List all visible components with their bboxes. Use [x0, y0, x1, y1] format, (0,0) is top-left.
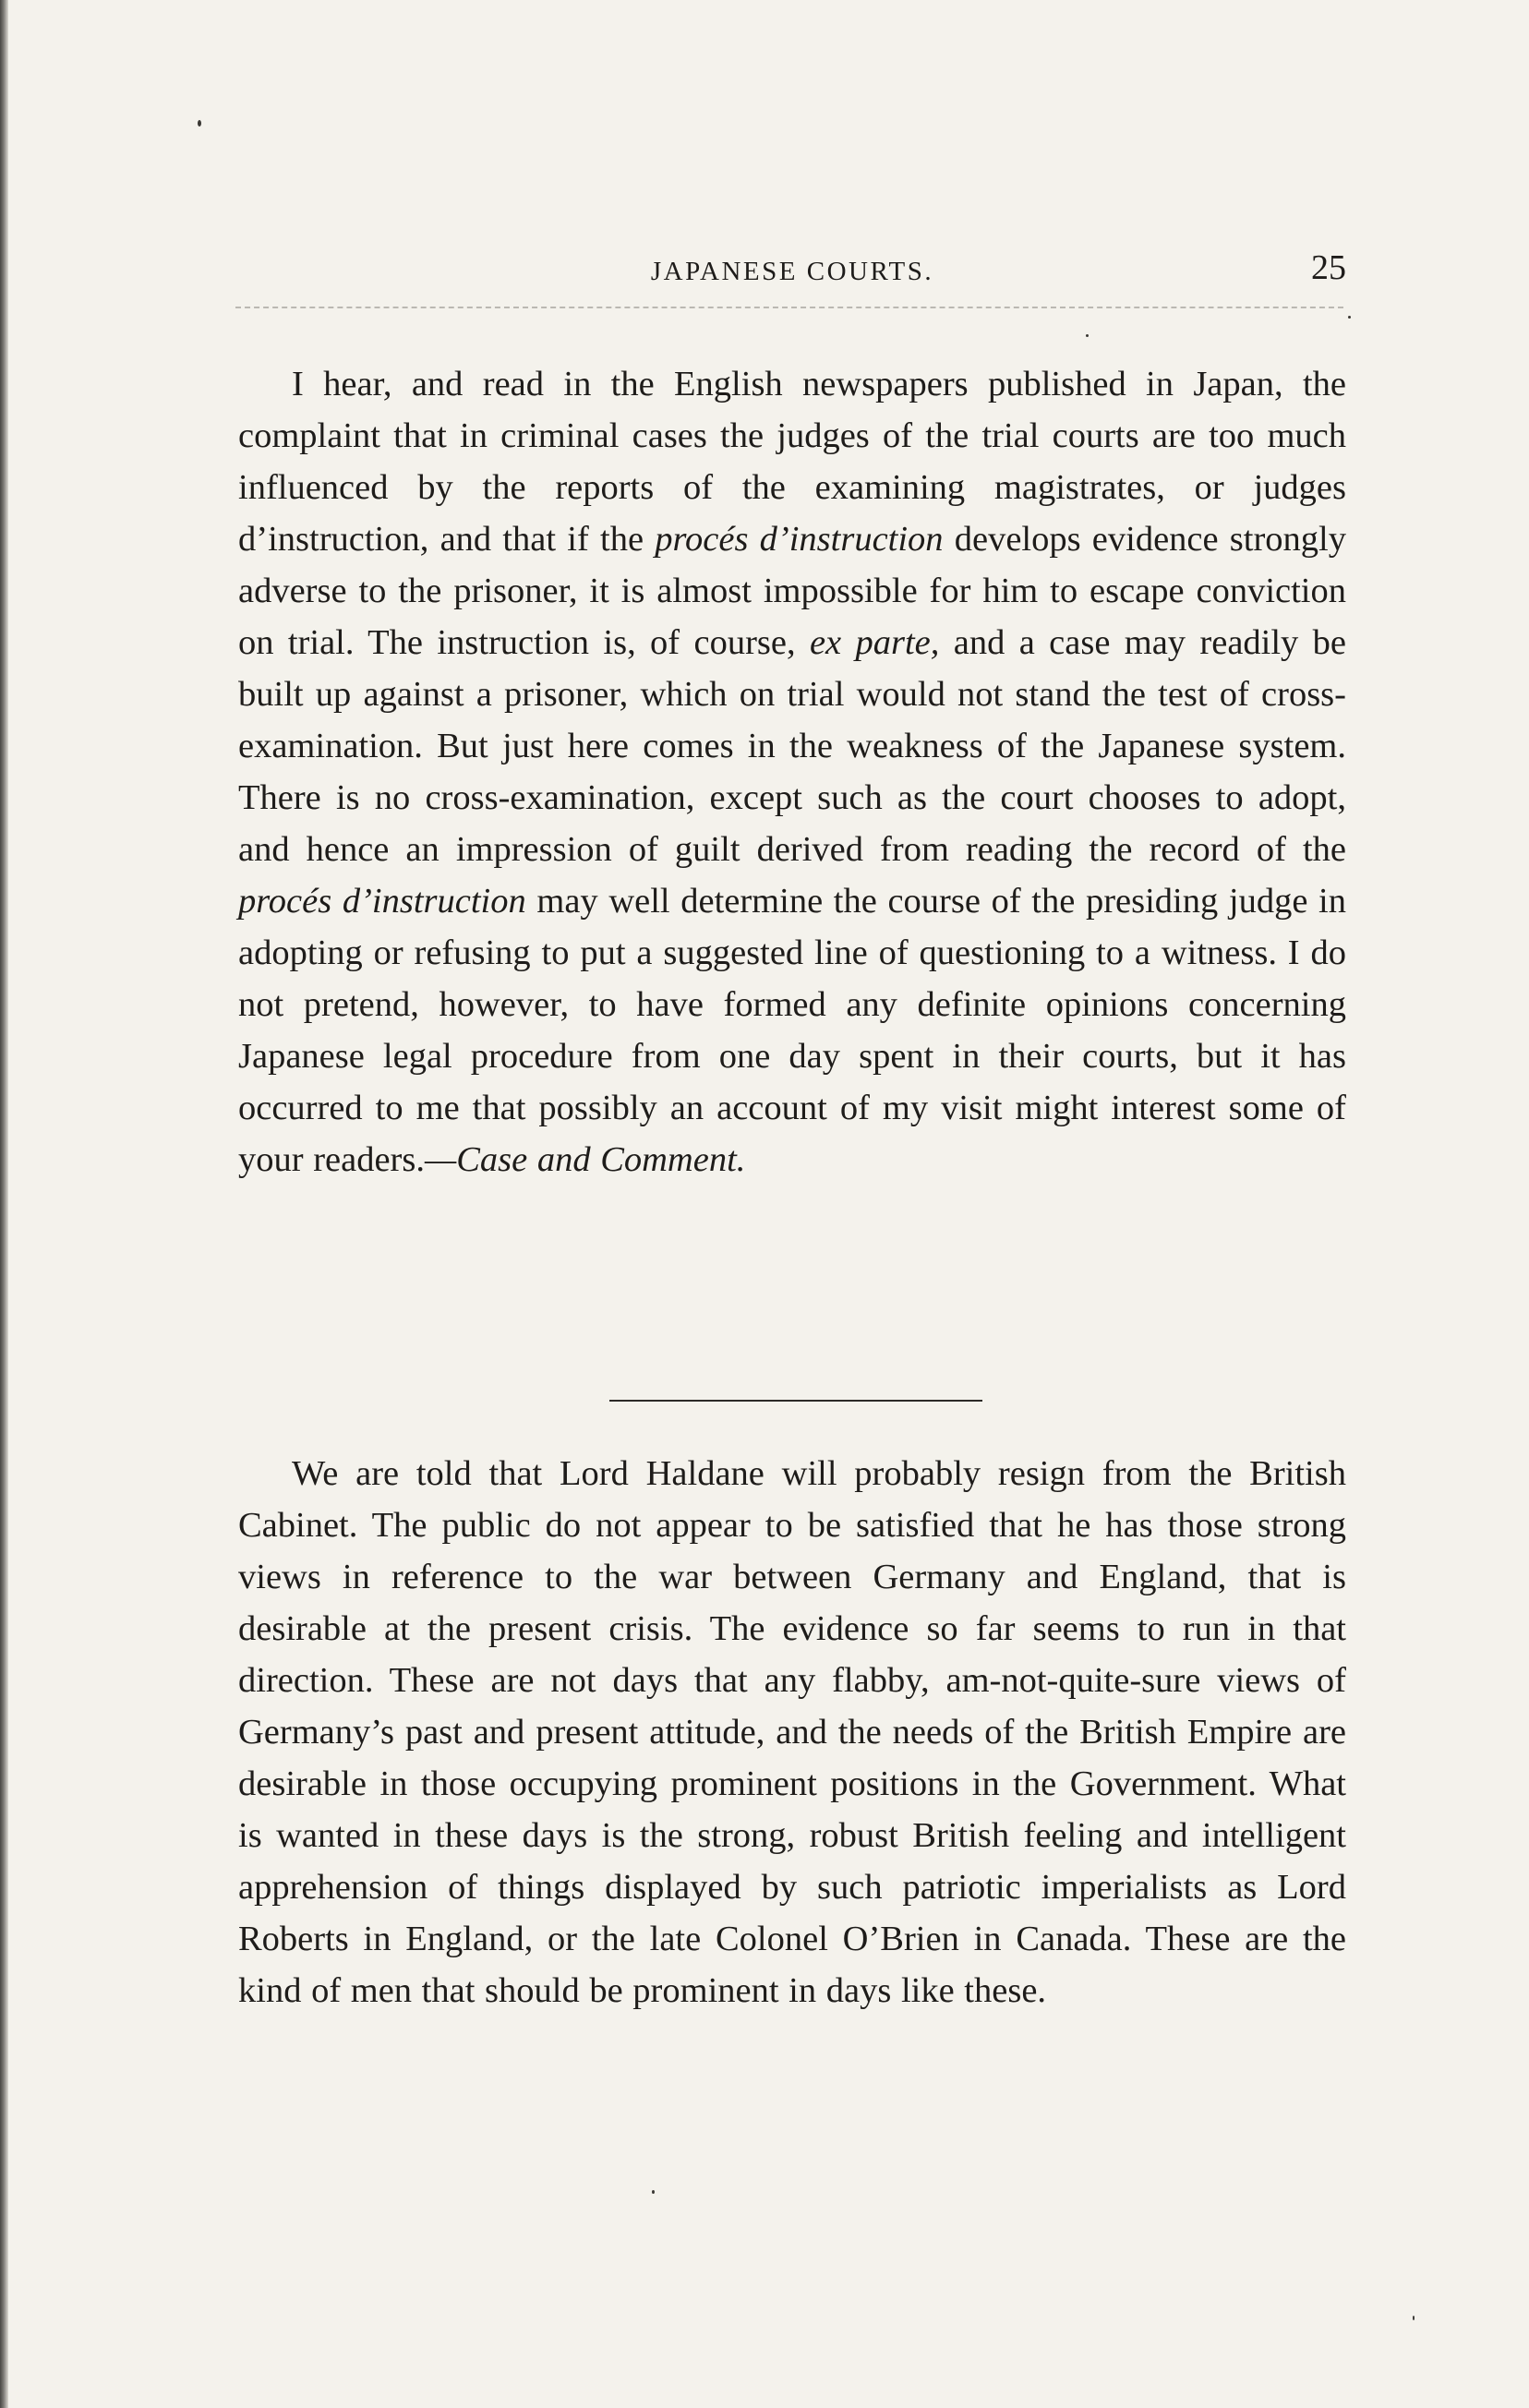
- paragraph: We are told that Lord Haldane will probably resign from the British Cabinet. The public do not appear to be satisfied that he has those strong views in reference to the war between Germany and England, that is desirable at the present crisis. The evidence so far seems to run in that direction. These are not days that any flabby, am-not-quite-sure views of Germany’s past and present attitude, and the needs of the British Empire are desirable in those occupying prominent positions in the Government. What is wanted in these days is the strong, robust British feeling and intelligent apprehension of things displayed by such patriotic imperialists as Lord Roberts in England, or the late Colonel O’Brien in Canada. These are the kind of men that should be prominent in days like these.: [238, 1454, 1346, 2010]
- body-text: may well determine the course of the presiding judge in adopting or refusing to put a suggested line of questioning to a witness. I do not pretend, however, to have formed any definite opinions concerning Japanese legal procedure from one day spent in their courts, but it has occurred to me that possibly an account of my visit might interest some of your readers.: [238, 882, 1346, 1179]
- section-separator: [609, 1400, 982, 1402]
- source-citation: —Case and Comment.: [424, 1140, 746, 1179]
- body-text: and a case may readily be built up against a prisoner, which on trial would not stand the test of cross-examination. But just here comes in the weakness of the Japanese system. There is no cross-examination, except such as the court chooses to adopt, and hence an impression of guilt derived from reading the record of the: [238, 623, 1346, 869]
- running-head: JAPANESE COURTS.: [650, 257, 934, 286]
- header-rule: [235, 307, 1343, 308]
- body-text: develops evidence strongly adverse to the prisoner, it is almost impossible for him to escape conviction on trial. The instruction is, of course,: [238, 520, 1347, 662]
- article-japanese-courts: [238, 358, 1346, 1186]
- body-text: I hear, and read in the English newspapers published in Japan, the complaint that in criminal cases the judges of the trial courts are too much influenced by the reports of the examining magistrates, or judges d’instruction, and that if the: [238, 365, 1346, 559]
- italic-phrase: procés d’instruction: [238, 882, 526, 921]
- ink-speck: [198, 120, 201, 126]
- paragraph: [238, 358, 1346, 1186]
- page-number: 25: [1311, 248, 1346, 287]
- ink-speck: [652, 2190, 655, 2194]
- article-lord-haldane: [238, 1448, 1346, 2017]
- page-binding-edge: [0, 0, 8, 2408]
- ink-speck: [1086, 334, 1089, 337]
- ink-speck: [1348, 316, 1351, 319]
- italic-phrase: procés d’instruction: [655, 520, 944, 559]
- italic-phrase: ex parte,: [809, 623, 940, 662]
- ink-speck: [1413, 2316, 1415, 2320]
- page-header: [238, 247, 1346, 303]
